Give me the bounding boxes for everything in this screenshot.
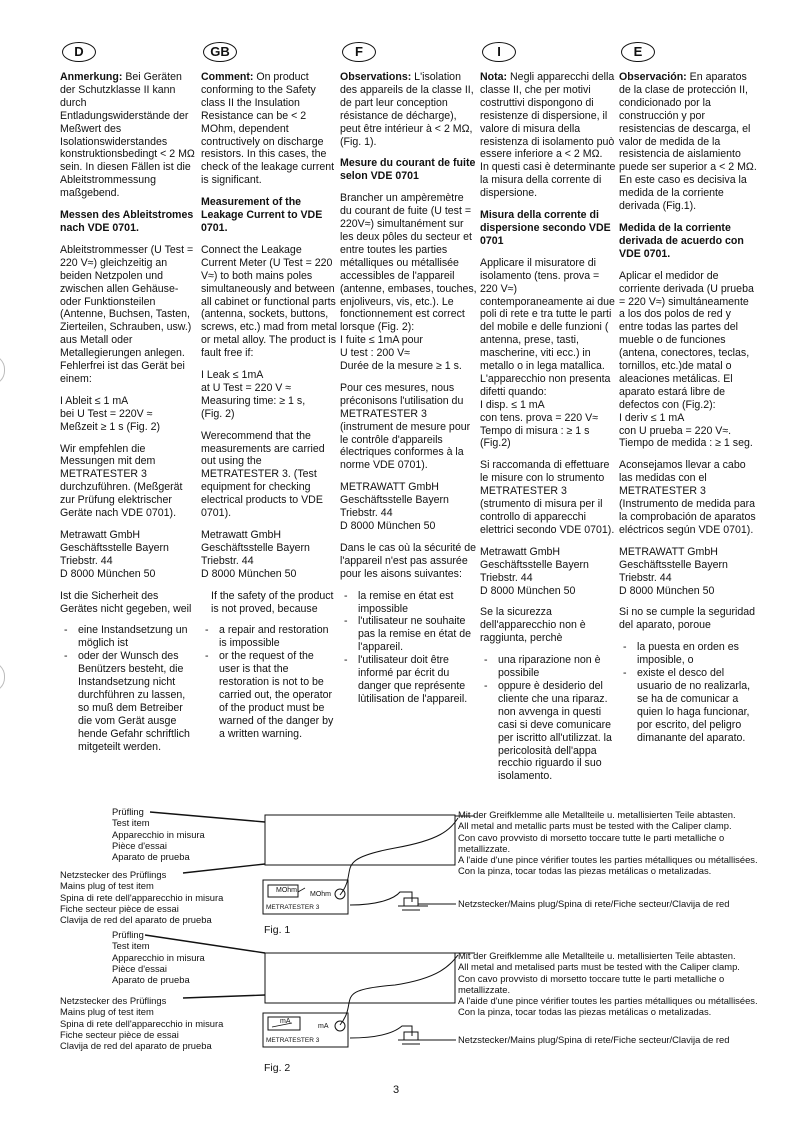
language-badge: D (62, 42, 96, 62)
figure-1-clamp-note: Mit der Greifklemme alle Metallteile u. metallisierten Teile abtasten. All metal and metallic parts must be tested with the Caliper clamp. Con cavo provvisto di morsetto toccare tutte le parti metalliche o metallizzate. A l'aide d'une pince vérifier toutes les parties métalliques ou métallisées. Con la pinza, tocar todas las piezas metálicas o metalizadas. (458, 809, 758, 877)
figure-1-plug-label: Netzstecker des Prüflings Mains plug of test item Spina di rete dell'apparecchio in misura Fiche secteur pièce de essai Clavija de red del aparato de prueba (60, 869, 224, 926)
paragraph-text: Negli apparecchi della classe II, che per motivi costruttivi dispongono di resistenze di dispersione, il valore di misura della resistenza di isolamento può essere inferiore a < 2 MΩ. In questi casi è determinante la misura della corrente di dispersione. (480, 71, 616, 200)
paragraph-text: Wir empfehlen die Messungen mit dem METRATESTER 3 durchzuführen. (Meßgerät zur Prüfung elektrischer Geräte nach VDE 0701). (60, 442, 183, 520)
figure-1-terminal-label: MOhm (310, 891, 331, 898)
list-item: - oder der Wunsch des Benützers besteht, die Instandsetzung nicht durchführen zu lassen, so muß dem Betreiber die vom Gerät ausge hende Gefahr schriftlich mitgeteilt werden. (72, 650, 196, 753)
paragraph-text: Ableitstrommesser (U Test = 220 V≈) gleichzeitig an beiden Netzpolen und zwischen allen Gehäuse- oder Funktionsteilen (Antenne, Buchsen, Tasten, Zierteilen, Schrauben, usw.) aus Metall oder Metallegierungen anlegen. Fehlerfrei ist das Gerät bei einem: (60, 243, 194, 385)
paragraph-text: Bei Geräten der Schutzklasse II kann durch Entladungswiderstände der Meßwert des Isolationswiderstandes konstruktionsbedingt < 2 MΩ sein. In diesen Fällen ist die Ableitstrommessung maßgebend. (60, 71, 195, 200)
list-item: - existe el desco del usuario de no realizarla, se ha de comunicar a quien lo haga funcionar, por escrito, del peligro dimanante del aparato. (631, 667, 757, 744)
paragraph-text: L'isolation des appareils de la classe II, de part leur conception résistance de décharge), peut être intérieur à < 2 MΩ, (Fig. 1). (340, 71, 474, 148)
paragraph-lead: Comment: (201, 71, 254, 83)
figure-2-socket-note: Netzstecker/Mains plug/Spina di rete/Fiche secteur/Clavija de red (458, 1034, 730, 1045)
paragraph-text: On product conforming to the Safety class II the Insulation Resistance can be < 2 MOhm, dependent contructively on discharge resistors. In this cases, the check of the leakage current is significant. (201, 71, 335, 187)
paragraph-text: Aplicar el medidor de corriente derivada (U prueba = 220 V≈) simultáneamente a los dos polos de red y entre todas las partes del mueble o de funciones (antena, conectores, teclas, tornillos, etc.)de matal o aleaciones metálicas. El aparato estará libre de defectos con (Fig.2): I deriv ≤ 1 mA con U prueba = 220 V≈. Tiempo de medida : ≥ 1 seg. (619, 269, 754, 450)
paragraph-text: Metrawatt GmbH Geschäftsstelle Bayern Triebstr. 44 D 8000 München 50 (60, 529, 169, 580)
list-item: - l'utilisateur doit être informé par écrit du danger que représente lùtilisation de l'appareil. (352, 654, 478, 706)
figure-1-meter-unit: MOhm (276, 887, 297, 894)
paragraph-lead: Anmerkung: (60, 71, 123, 83)
figure-1-caption: Fig. 1 (264, 924, 291, 936)
paragraph-text: Measurement of the Leakage Current to VDE 0701. (201, 196, 323, 234)
list-item: - oppure è desiderio del cliente che una riparaz. non avvenga in questi casi si deve comunicare per iscritto all'utilizzat. la pericolosità dell'appa recchio riguardo il suo isolamento. (492, 680, 616, 783)
mains-cable (350, 1026, 412, 1038)
page-number: 3 (393, 1084, 400, 1096)
figure-2-caption: Fig. 2 (264, 1062, 291, 1074)
list-item: - or the request of the user is that the restoration is not to be carried out, the operator of the product must be warned of the danger by a written warning. (213, 650, 337, 740)
paragraph-text: Pour ces mesures, nous préconisons l'utilisation du METRATESTER 3 (instrument de mesure pour le contrôle d'appareils électriques conformes à la norme VDE 0701). (340, 381, 471, 472)
terminal-jack (335, 1021, 345, 1031)
paragraph-text: Ist die Sicherheit des Gerätes nicht gegeben, weil (60, 589, 192, 615)
language-badge: F (342, 42, 376, 62)
list-item: - una riparazione non è possibile (492, 654, 616, 680)
mains-plug (404, 1032, 418, 1040)
paragraph-text: Medida de la corriente derivada de acuerdo con VDE 0701. (619, 221, 744, 260)
paragraph-text: En aparatos de la clase de protección II, condicionado por la construcción y por resistencias de descarga, el valor de medida de la resistencia de aislamiento puede ser superior a < 2 MΩ. En este caso es decisiva la medida de la corriente derivada (Fig.1). (619, 71, 757, 213)
figure-2-plug-label: Netzstecker des Prüflings Mains plug of test item Spina di rete dell'apparecchio in misura Fiche secteur pièce de essai Clavija de red del aparato de prueba (60, 995, 224, 1052)
paragraph-text: Messen des Ableitstromes nach VDE 0701. (60, 209, 194, 234)
paragraph-text: If the safety of the product is not proved, because (211, 589, 334, 615)
paragraph-text: Si no se cumple la seguridad del aparato, poroue (619, 606, 756, 632)
language-badge: E (621, 42, 655, 62)
figure-1-socket-note: Netzstecker/Mains plug/Spina di rete/Fiche secteur/Clavija de red (458, 898, 730, 909)
paragraph-text: I Leak ≤ 1mA at U Test = 220 V ≈ Measuring time: ≥ 1 s, (Fig. 2) (201, 369, 306, 420)
paragraph-text: METRAWATT GmbH Geschäftsstelle Bayern Triebstr. 44 D 8000 München 50 (340, 481, 449, 532)
figure-1-item-label: Prüfling Test item Apparecchio in misura Pièce d'essai Aparato de prueba (112, 806, 205, 863)
paragraph-text: Metrawatt GmbH Geschäftsstelle Bayern Triebstr. 44 D 8000 München 50 (201, 529, 310, 580)
list-item: - eine Instandsetzung un möglich ist (72, 624, 196, 650)
paragraph-lead: Nota: (480, 71, 508, 83)
paragraph-lead: Observación: (619, 71, 687, 83)
paragraph-text: Aconsejamos llevar a cabo las medidas con el METRATESTER 3 (Instrumento de medida para la comprobación de aparatos eléctricos según VDE 0701). (619, 459, 756, 536)
list-item: - la remise en état est impossible (352, 590, 478, 616)
list-item: - la puesta en orden es imposible, o (631, 641, 757, 667)
list-item: - l'utilisateur ne souhaite pas la remise en état de l'appareil. (352, 615, 478, 654)
paragraph-text: I Ableit ≤ 1 mA bei U Test = 220V ≈ Meßzeit ≥ 1 s (Fig. 2) (60, 394, 160, 433)
figure-2-device-name: METRATESTER 3 (266, 1037, 320, 1044)
language-badge: I (482, 42, 516, 62)
paragraph-text: Metrawatt GmbH Geschäftsstelle Bayern Triebstr. 44 D 8000 München 50 (480, 545, 589, 597)
language-badge: GB (203, 42, 237, 62)
test-item-box (265, 953, 455, 1003)
paragraph-text: Mesure du courant de fuite selon VDE 0701 (340, 157, 476, 183)
paragraph-text: Connect the Leakage Current Meter (U Test = 220 V≈) to both mains poles simultaneously and between all cabinet or functional parts (antenna, sockets, buttons, screws, etc.) mad from metal or metal alloy. The product is fault free if: (201, 243, 337, 360)
paragraph-text: Applicare il misuratore di isolamento (tens. prova = 220 V≈) contemporaneamente ai due poli di rete e tra tutte le parti del mobile e delle funzioni ( antenna, prese, tasti, mascherine, viti ecc.) in metallo o in lega matallica. L'apparecchio non presenta difetti quando: I disp. ≤ 1 mA con tens. prova = 220 V≈ Tempo di misura : ≥ 1 s (Fig.2) (480, 256, 615, 450)
figure-2-terminal-label: mA (318, 1023, 329, 1030)
paragraph-text: Dans le cas où la sécurité de l'appareil n'est pas assurée pour les aisons suivantes: (340, 541, 477, 580)
figure-1-device-name: METRATESTER 3 (266, 904, 320, 911)
clamp-lead (340, 955, 458, 1025)
paragraph-text: Se la sicurezza dell'apparecchio non è raggiunta, perchè (480, 606, 586, 645)
figure-2-meter-unit: mA (280, 1018, 291, 1025)
figure-2-item-label: Prüfling Test item Apparecchio in misura Pièce d'essai Aparato de prueba (112, 929, 205, 986)
figure-2-clamp-note: Mit der Greifklemme alle Metallteile u. metallisierten Teile abtasten. All metal and metalised parts must be tested with the Caliper clamp. Con cavo provvisto di morsetto toccare tutte le parti metalliche o metallizzate. A l'aide d'une pince vérifier toutes les parties métalliques ou métallisées. Con la pinza, tocar todas las piezas metálicas o metalizadas. (458, 950, 758, 1018)
list-item: - a repair and restoration is impossible (213, 624, 337, 650)
paragraph-text: Werecommend that the measurements are carried out using the METRATESTER 3. (Test equipment for checking electrical products to VDE 0701). (201, 429, 325, 520)
paragraph-lead: Observations: (340, 71, 412, 83)
paragraph-text: Si raccomanda di effettuare le misure con lo strumento METRATESTER 3 (strumento di misura per il controllo di apparecchi elettrici secondo VDE 0701). (480, 459, 615, 536)
paragraph-text: METRAWATT GmbH Geschäftsstelle Bayern Triebstr. 44 D 8000 München 50 (619, 545, 728, 597)
paragraph-text: Brancher un ampèremètre du courant de fuite (U test = 220V≈) simultanément sur les deux pôles du secteur et entre toutes les parties métalliques ou métallisée accessibles de l'appareil (antenne, embases, touches, enjoliveurs, vis, etc.). Le fonctionnement est correct lorsque (Fig. 2): I fuite ≤ 1mA pour U test : 200 V≈ Durée de la mesure ≥ 1 s. (340, 192, 477, 373)
paragraph-text: Misura della corrente di dispersione secondo VDE 0701 (480, 209, 611, 247)
